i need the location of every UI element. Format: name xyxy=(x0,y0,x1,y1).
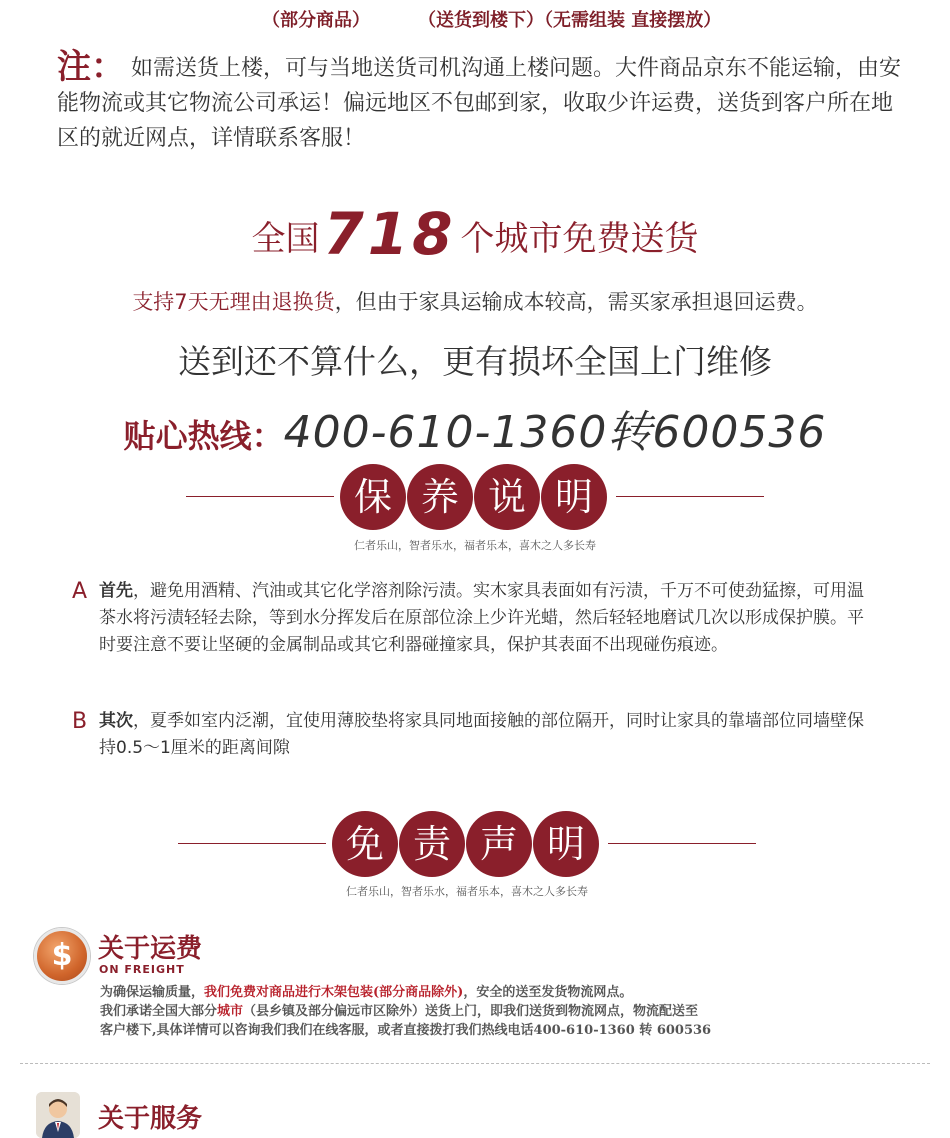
care-item-a xyxy=(72,578,872,659)
hotline xyxy=(0,396,950,460)
disclaimer-title-char-4: 明 xyxy=(533,811,599,877)
disclaimer-motto: 仁者乐山，智者乐水，福者乐本，喜木之人多长寿 xyxy=(346,885,588,898)
return-policy-highlight: 支持7天无理由退换货 xyxy=(132,290,335,314)
care-item-letter: A xyxy=(72,579,88,604)
care-item-letter: B xyxy=(72,709,88,734)
care-item-text: ，避免用酒精、汽油或其它化学溶剂除污渍。实木家具表面如有污渍，千万不可使劲猛擦，可用温茶水将污渍轻轻去除，等到水分挥发后在原部位涂上少许光蜡，然后轻轻地磨试几次以形成保护膜。平时要注意不要让坚硬的金属制品或其它利器碰撞家具，保护其表面不出现碰伤痕迹。 xyxy=(99,581,864,655)
care-title-char-4: 明 xyxy=(541,464,607,530)
freight-subtitle: ON FREIGHT xyxy=(99,963,185,976)
section-divider-right xyxy=(616,496,764,497)
disclaimer-title-char-3: 声 xyxy=(466,811,532,877)
dashed-divider xyxy=(20,1063,930,1064)
care-title-char-3: 说 xyxy=(474,464,540,530)
freight-highlight: 城市 xyxy=(217,1004,244,1019)
freight-line-2 xyxy=(100,1002,900,1021)
return-policy xyxy=(0,286,950,316)
free-delivery-headline xyxy=(0,200,950,268)
hotline-number: 400-610-1360转600536 xyxy=(283,407,827,458)
care-title-char-2: 养 xyxy=(407,464,473,530)
hotline-label: 贴心热线： xyxy=(123,417,284,455)
freight-text: 我们承诺全国大部分 xyxy=(100,1004,218,1019)
note-text: 如需送货上楼，可与当地送货司机沟通上楼问题。大件商品京东不能运输，由安能物流或其它物流公司承运！偏远地区不包邮到家，收取少许运费，送货到客户所在地区的就近网点，详情联系客服！ xyxy=(57,56,902,151)
care-item-text: ，夏季如室内泛潮，宜使用薄胶垫将家具同地面接触的部位隔开，同时让家具的靠墙部位同墙壁保持0.5～1厘米的距离间隙 xyxy=(99,711,864,758)
freight-text: （县乡镇及部分偏远市区除外）送货上门，即我们送货到物流网点，物流配送至 xyxy=(243,1004,699,1019)
disclaimer-title-char-2: 责 xyxy=(399,811,465,877)
care-item-b xyxy=(72,708,872,762)
free-delivery-suffix: 个城市免费送货 xyxy=(460,219,699,259)
delivery-note xyxy=(57,47,907,156)
city-count: 718 xyxy=(323,200,457,268)
disclaimer-title-char-1: 免 xyxy=(332,811,398,877)
freight-highlight: 我们免费对商品进行木架包装(部分商品除外) xyxy=(204,985,464,1000)
service-title: 关于服务 xyxy=(98,1104,203,1134)
section-divider-right xyxy=(608,843,756,844)
delivery-terms-label: （送货到楼下）（无需组装 直接摆放） xyxy=(418,10,722,31)
care-title-char-1: 保 xyxy=(340,464,406,530)
freight-title: 关于运费 xyxy=(98,934,203,964)
freight-line-1 xyxy=(100,983,900,1002)
customer-service-avatar-icon xyxy=(36,1092,80,1138)
care-item-lead: 其次 xyxy=(99,711,133,731)
section-divider-left xyxy=(186,496,334,497)
repair-statement: 送到还不算什么，更有损坏全国上门维修 xyxy=(178,342,772,381)
section-divider-left xyxy=(178,843,326,844)
freight-text: ，安全的送至发货物流网点。 xyxy=(463,985,633,1000)
return-policy-text: ，但由于家具运输成本较高，需买家承担退回运费。 xyxy=(334,290,818,314)
freight-line-3: 客户楼下,具体详情可以咨询我们我们在线客服，或者直接拨打我们热线电话400-610-1360 转 600536 xyxy=(100,1023,712,1038)
note-label: 注： xyxy=(57,47,125,87)
care-item-lead: 首先 xyxy=(99,581,133,601)
partial-goods-label: （部分商品） xyxy=(262,10,370,31)
top-banner xyxy=(0,6,950,32)
free-delivery-prefix: 全国 xyxy=(251,219,320,259)
dollar-coin-icon: $ xyxy=(34,928,90,984)
freight-text: 为确保运输质量， xyxy=(100,985,205,1000)
care-motto: 仁者乐山，智者乐水，福者乐本，喜木之人多长寿 xyxy=(354,539,596,552)
